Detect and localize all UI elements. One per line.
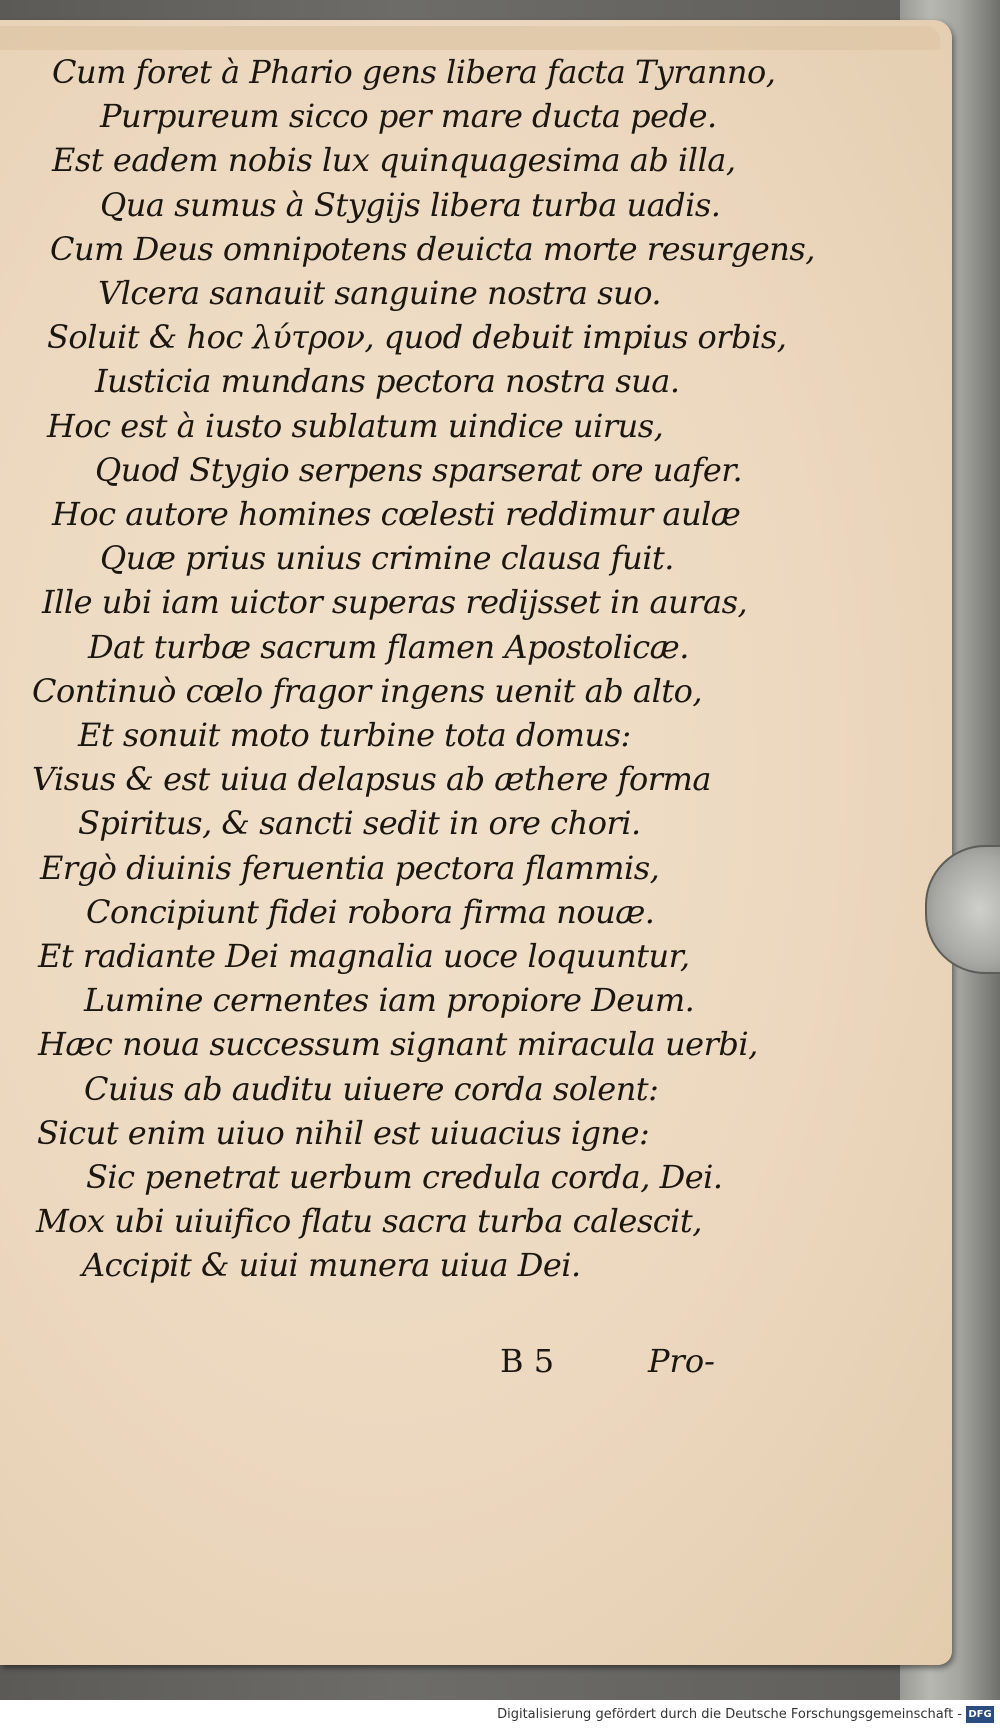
verse-line-pentameter: Iusticia mundans pectora nostra sua. [95,362,680,401]
verse-line-hexameter: Est eadem nobis lux quinquagesima ab illa, [52,141,736,180]
verse-line-pentameter: Quod Stygio serpens sparserat ore uafer. [95,450,743,489]
verse-line-pentameter: Accipit & uiui munera uiua Dei. [82,1246,581,1285]
verse-line-hexameter: Sicut enim uiuo nihil est uiuacius igne: [37,1113,650,1152]
verse-line-hexameter: Continuò cœlo fragor ingens uenit ab alto, [32,671,703,710]
verse-line-pentameter: Sic penetrat uerbum credula corda, Dei. [86,1158,723,1196]
verse-line-hexameter: Cum Deus omnipotens deuicta morte resurgens, [50,229,815,268]
catchword: Pro- [648,1342,715,1380]
verse-line-pentameter: Lumine cernentes iam propiore Deum. [84,981,695,1020]
verse-line-hexameter: Et radiante Dei magnalia uoce loquuntur, [38,937,690,975]
verse-line-pentameter: Spiritus, & sancti sedit in ore chori. [78,804,641,843]
verse-line-pentameter: Qua sumus à Stygijs libera turba uadis. [100,185,721,224]
verse-line-hexameter: Mox ubi uiuifico flatu sacra turba calescit, [36,1202,702,1241]
dfg-logo: DFG [966,1706,994,1723]
verse-line-hexameter: Hæc noua successum signant miracula uerbi, [38,1025,758,1064]
footer-credit: Digitalisierung gefördert durch die Deutsche Forschungsgemeinschaft - [497,1707,962,1722]
verse-line-hexameter: Ille ubi iam uictor superas redijsset in auras, [42,583,748,622]
verse-line-pentameter: Et sonuit moto turbine tota domus: [78,716,631,754]
book-page [0,20,952,1665]
verse-line-pentameter: Concipiunt fidei robora firma nouæ. [86,892,655,931]
verse-line-pentameter: Cuius ab auditu uiuere corda solent: [84,1069,659,1108]
verse-line-pentameter: Vlcera sanauit sanguine nostra suo. [98,274,662,312]
verse-line-hexameter: Hoc autore homines cœlesti reddimur aulæ [52,495,741,533]
verse-line-hexameter: Visus & est uiua delapsus ab æthere forma [32,760,711,799]
verse-line-hexameter: Hoc est à iusto sublatum uindice uirus, [47,406,664,445]
verse-line-pentameter: Quæ prius unius crimine clausa fuit. [100,539,674,578]
signature-mark: B 5 [500,1342,555,1380]
verse-line-pentameter: Purpureum sicco per mare ducta pede. [100,97,717,136]
footer-bar [0,1700,1000,1730]
page-edge-layer [0,26,940,50]
verse-line-hexameter: Ergò diuinis feruentia pectora flammis, [40,848,660,887]
verse-line-pentameter: Dat turbæ sacrum flamen Apostolicæ. [88,627,689,666]
verse-line-hexameter: Cum foret à Phario gens libera facta Tyranno, [52,53,776,91]
verse-line-hexameter: Soluit & hoc λύτρον, quod debuit impius orbis, [47,318,787,357]
